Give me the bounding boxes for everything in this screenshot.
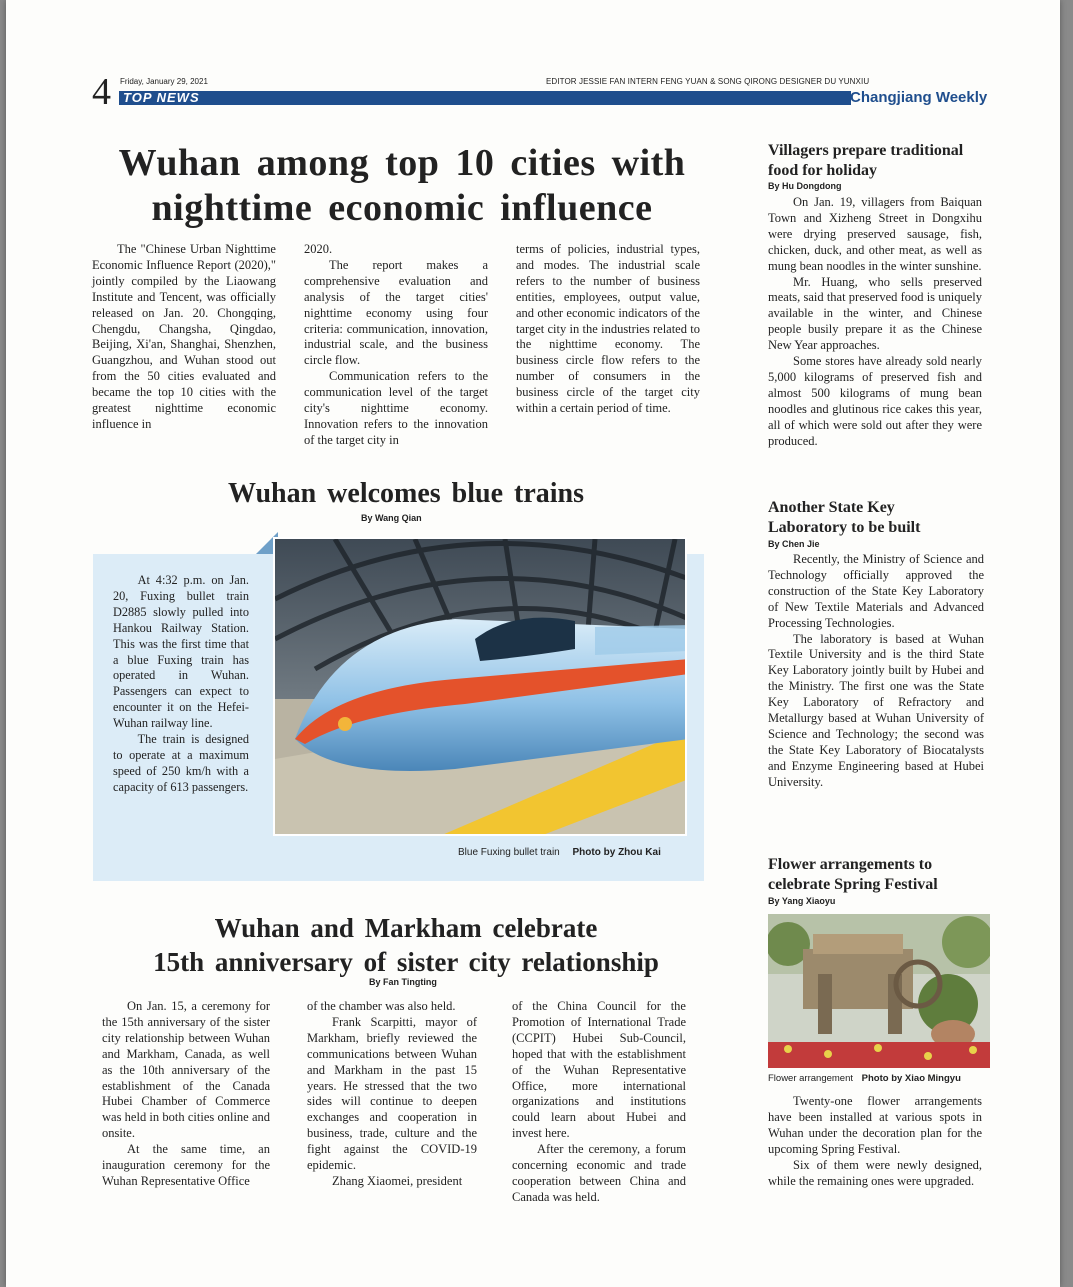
train-caption (458, 847, 661, 858)
paragraph: The report makes a comprehensive evaluation and analysis of the target cities' nighttime economy using four criteria: communication, innovation, industrial scale, and the business circle flow. (304, 257, 488, 368)
paragraph: On Jan. 19, villagers from Baiquan Town and Xizheng Street in Dongxihu were drying preserved sausage, fish, chicken, duck, and other meat, as well as mung bean noodles in the winter sunshine. (768, 195, 982, 273)
flowers-byline: By Yang Xiaoyu (768, 896, 836, 906)
villagers-text (768, 195, 982, 450)
photo-credit: Photo by Xiao Mingyu (861, 1073, 961, 1084)
flower-arrangement-illustration (768, 914, 990, 1068)
paragraph: Recently, the Ministry of Science and Technology officially approved the construction of the State Key Laboratory of New Textile Materials and Advanced Processing Technologies. (768, 552, 984, 630)
laboratory-text (768, 552, 984, 791)
headline-line: 15th anniversary of sister city relationship (153, 947, 659, 977)
paragraph: Mr. Huang, who sells preserved meats, said that preserved food is uniquely available in the winter, and Chinese people busily prepare it as the Chinese New Year approaches. (768, 274, 982, 353)
flowers-text (768, 1094, 982, 1189)
paragraph: of the China Council for the Promotion of International Trade (CCPIT) Hubei Sub-Council, hoped that with the establishment of the Wuhan Representative Office, more international organizations and institutions could learn about Hubei and invest here. (512, 999, 686, 1141)
main-story-col2 (304, 242, 488, 449)
markham-col1 (102, 999, 270, 1190)
publication-name: Changjiang Weekly (850, 89, 988, 106)
paragraph: The "Chinese Urban Nighttime Economic Influence Report (2020)," jointly compiled by the Liaowang Institute and Tencent, was officially released on Jan. 20. Chongqing, Chengdu, Changsha, Qingdao, Beijing, Xi'an, Shanghai, Shenzhen, Guangzhou, and Wuhan stood out from the 50 cities evaluated and became the top 10 cities with the greatest nighttime economic influence in (92, 242, 276, 431)
section-label: TOP NEWS (123, 90, 200, 105)
paragraph: Frank Scarpitti, mayor of Markham, briefly reviewed the communications between Wuhan and Markham in the past 15 years. He stressed that the two sides will continue to deepen exchanges and cooperation in business, trade, culture and the fight against the COVID-19 epidemic. (307, 1014, 477, 1173)
flower-photo (768, 914, 990, 1068)
paragraph: At the same time, an inauguration ceremony for the Wuhan Representative Office (102, 1142, 270, 1188)
paragraph: The laboratory is based at Wuhan Textile University and is the third State Key Laboratory jointly built by Hubei and the Ministry. The first one was the State Key Laboratory of Refractory and Metallurgy based at Wuhan University of Science and Technology; the second was the State Key Laboratory of Biocatalysts and Enzyme Engineering based at Hubei University. (768, 631, 984, 789)
paragraph: Some stores have already sold nearly 5,000 kilograms of preserved fish and almost 500 kilograms of mung bean noodles and glutinous rice cakes this year, all of which were sold out after they were produced. (768, 354, 982, 448)
paragraph: terms of policies, industrial types, and modes. The industrial scale refers to the number of business entities, employees, output value, and other economic indicators of the target city in the industries related to the nighttime economy. The business circle flow refers to the number of consumers in the business circle of the target city within a certain period of time. (516, 242, 700, 416)
blue-trains-headline: Wuhan welcomes blue trains (227, 478, 585, 509)
main-story-col1 (92, 242, 276, 433)
villagers-byline: By Hu Dongdong (768, 181, 842, 191)
paragraph: At 4:32 p.m. on Jan. 20, Fuxing bullet train D2885 slowly pulled into Hankou Railway Station. This was the first time that a blue Fuxing train has operated in Wuhan. Passengers can expect to encounter it on the Hefei-Wuhan railway line. (113, 573, 249, 731)
markham-byline: By Fan Tingting (369, 977, 437, 987)
villagers-headline: Villagers prepare traditional food for holiday (768, 142, 964, 179)
paragraph: of the chamber was also held. (307, 999, 456, 1013)
markham-col3 (512, 999, 686, 1206)
paragraph: On Jan. 15, a ceremony for the 15th anniversary of the sister city relationship between Wuhan and Markham, Canada, as well as the 10th anniversary of the establishment of the Canada Hubei Chamber of Commerce was held in both cities online and onsite. (102, 999, 270, 1141)
blue-trains-text (113, 573, 249, 796)
paragraph: Twenty-one flower arrangements have been installed at various spots in Wuhan under the decoration plan for the upcoming Spring Festival. (768, 1094, 982, 1156)
issue-date: Friday, January 29, 2021 (120, 77, 208, 86)
photo-credit: Photo by Zhou Kai (572, 847, 661, 858)
page-number: 4 (92, 71, 111, 113)
train-photo (273, 537, 687, 836)
markham-headline (106, 911, 706, 979)
newspaper-page (6, 0, 1060, 1287)
paragraph: 2020. (304, 242, 333, 256)
main-headline: Wuhan among top 10 cities with nighttime economic influence (118, 142, 686, 229)
caption-text: Flower arrangement (768, 1073, 854, 1084)
main-story-col3 (516, 242, 700, 417)
blue-trains-byline: By Wang Qian (361, 513, 422, 523)
caption-text: Blue Fuxing bullet train (458, 847, 560, 858)
flowers-headline: Flower arrangements to celebrate Spring Festival (768, 856, 938, 893)
markham-col2 (307, 999, 477, 1190)
paragraph: The train is designed to operate at a maximum speed of 250 km/h with a capacity of 613 passengers. (113, 732, 249, 794)
flower-caption (768, 1073, 961, 1084)
laboratory-headline: Another State Key Laboratory to be built (768, 499, 921, 536)
paragraph: Zhang Xiaomei, president (332, 1173, 463, 1188)
laboratory-byline: By Chen Jie (768, 539, 820, 549)
paragraph: Six of them were newly designed, while the remaining ones were upgraded. (768, 1157, 982, 1188)
paragraph: Communication refers to the communication level of the target city's nighttime economy. Innovation refers to the innovation of the target city in (304, 369, 488, 447)
staff-credits: EDITOR JESSIE FAN INTERN FENG YUAN & SONG QIRONG DESIGNER DU YUNXIU (546, 77, 870, 86)
bullet-train-illustration (275, 539, 687, 836)
paragraph: After the ceremony, a forum concerning economic and trade cooperation between China and Canada was held. (512, 1142, 686, 1204)
section-bar (119, 91, 851, 105)
headline-line: Wuhan and Markham celebrate (214, 913, 598, 943)
